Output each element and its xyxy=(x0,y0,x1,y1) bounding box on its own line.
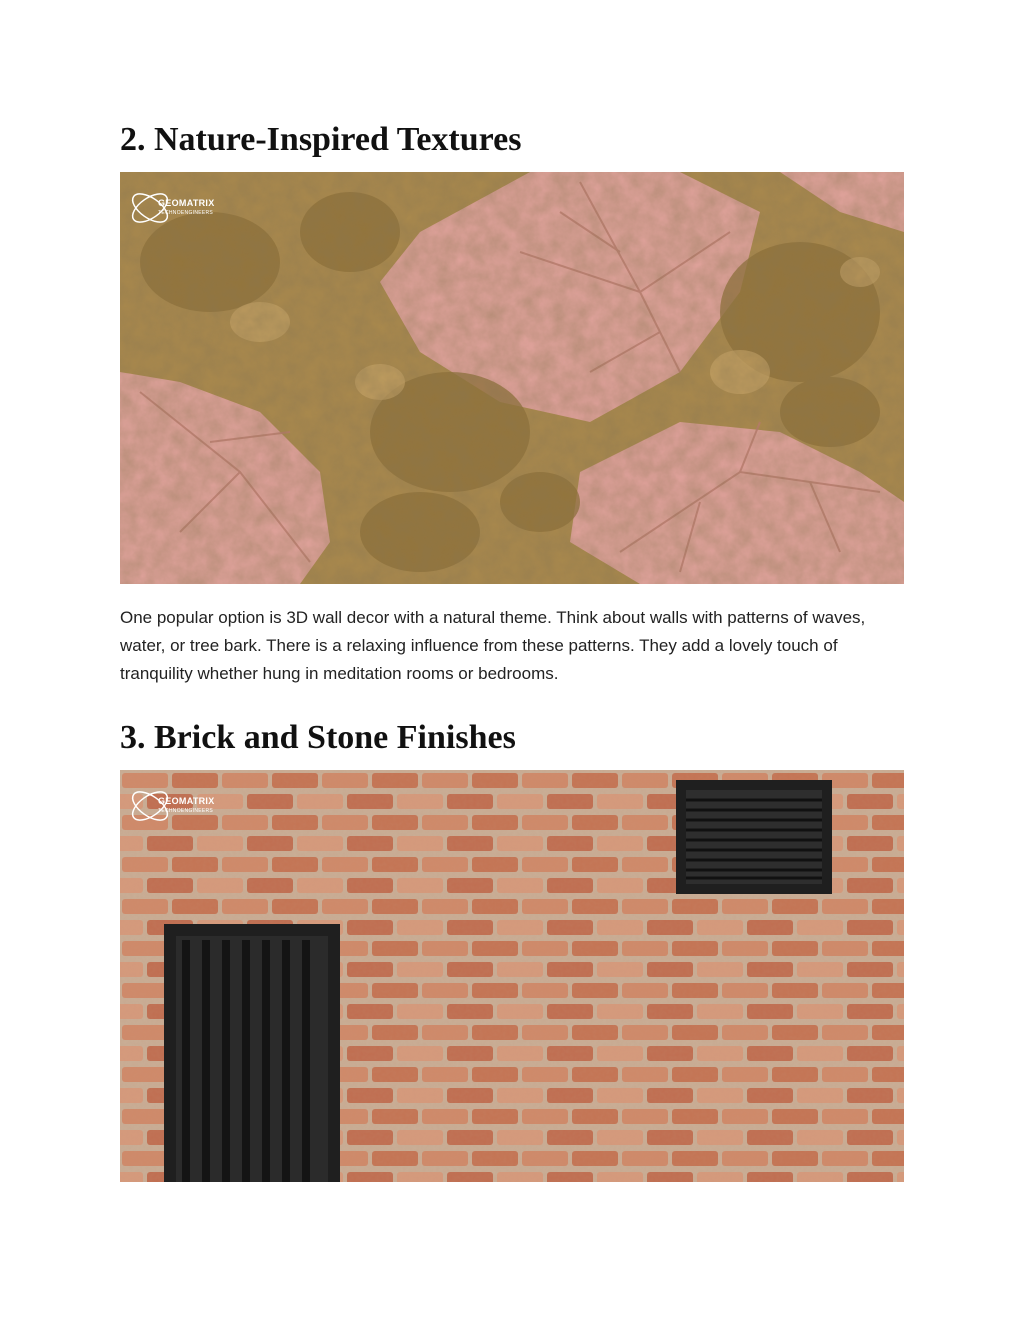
louvered-door xyxy=(164,924,340,1182)
orbit-logo-icon xyxy=(128,784,172,828)
section-heading-nature: 2. Nature-Inspired Textures xyxy=(120,121,522,158)
watermark-logo xyxy=(128,784,228,828)
nature-texture-image xyxy=(120,172,904,584)
brick-wall-image xyxy=(120,770,904,1182)
watermark-tagline: TECHNOENGINEERS xyxy=(158,210,214,216)
vent-grille xyxy=(676,780,832,894)
watermark-brand: GEOMATRIX xyxy=(158,198,215,208)
section-heading-brick: 3. Brick and Stone Finishes xyxy=(120,719,516,756)
watermark-tagline: TECHNOENGINEERS xyxy=(158,808,214,814)
brick-wall-illustration xyxy=(120,770,904,1182)
nature-paragraph: One popular option is 3D wall decor with a natural theme. Think about walls with patterns of waves, water, or tree bark. There is a relaxing influence from these patterns. They add a lovely touch of tranquility whether hung in meditation rooms or bedrooms. xyxy=(120,608,866,683)
watermark-logo xyxy=(128,186,228,230)
watermark-brand: GEOMATRIX xyxy=(158,796,215,806)
orbit-logo-icon xyxy=(128,186,172,230)
nature-texture-illustration xyxy=(120,172,904,584)
